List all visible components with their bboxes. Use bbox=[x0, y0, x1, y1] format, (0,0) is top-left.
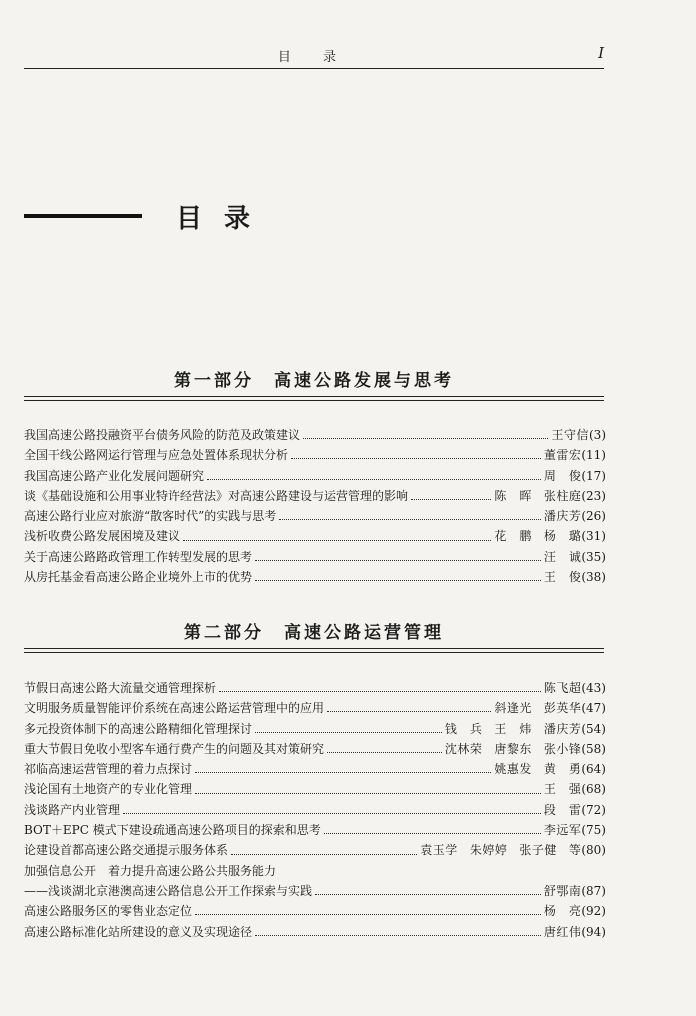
toc-entry-authors bbox=[544, 445, 582, 465]
toc-entry-authors bbox=[544, 567, 582, 587]
toc-entry-page: (68) bbox=[581, 782, 606, 797]
toc-dot-leader bbox=[411, 490, 491, 500]
toc-dot-leader bbox=[195, 905, 541, 915]
toc-author: 舒鄂南 bbox=[543, 883, 582, 898]
toc-entry bbox=[24, 739, 606, 759]
toc-entry-title: 谈《基础设施和公用事业特许经营法》对高速公路建设与运营管理的影响 bbox=[24, 488, 409, 503]
toc-entry-authors bbox=[551, 425, 589, 445]
toc-entry-page: (92) bbox=[581, 904, 606, 919]
toc-entry-title: 全国干线公路网运行管理与应急处置体系现状分析 bbox=[24, 448, 289, 463]
toc-dot-leader bbox=[195, 784, 541, 794]
toc-entry-title: 我国高速公路投融资平台债务风险的防范及政策建议 bbox=[24, 428, 301, 442]
toc-entry-authors bbox=[494, 759, 581, 779]
toc-author: 斜逢光 bbox=[494, 701, 532, 716]
part2-toc-list bbox=[24, 678, 606, 942]
toc-dot-leader bbox=[207, 470, 541, 480]
toc-entry bbox=[24, 425, 606, 445]
toc-entry-title: 高速公路服务区的零售业态定位 bbox=[24, 904, 193, 919]
toc-entry bbox=[24, 901, 606, 921]
toc-entry-title: 浅析收费公路发展困境及建议 bbox=[24, 529, 181, 544]
toc-entry-page: (3) bbox=[589, 428, 606, 442]
toc-dot-leader bbox=[195, 763, 491, 773]
toc-entry-title: 节假日高速公路大流量交通管理探析 bbox=[24, 681, 217, 695]
toc-entry bbox=[24, 779, 606, 799]
toc-entry-title: 加强信息公开 着力提升高速公路公共服务能力 bbox=[24, 863, 277, 878]
part1-heading: 第一部分 高速公路发展与思考 bbox=[174, 371, 454, 391]
toc-entry-authors bbox=[494, 526, 581, 546]
toc-entry-authors bbox=[544, 922, 582, 942]
toc-author: 董雷宏 bbox=[543, 448, 582, 463]
toc-entry-page: (58) bbox=[581, 741, 606, 756]
toc-entry bbox=[24, 820, 606, 840]
running-header-page-number: I bbox=[598, 44, 604, 62]
toc-author: 潘庆芳 bbox=[543, 509, 582, 524]
toc-entry-page: (64) bbox=[581, 762, 606, 777]
toc-entry-authors bbox=[445, 739, 582, 759]
toc-entry-title: BOT＋EPC 模式下建设疏通高速公路项目的探索和思考 bbox=[24, 823, 321, 838]
toc-entry bbox=[24, 719, 606, 739]
toc-author: 潘庆芳 bbox=[543, 721, 582, 736]
toc-author: 袁玉学 bbox=[420, 843, 458, 858]
toc-entry-page: (80) bbox=[581, 843, 606, 858]
toc-entry bbox=[24, 547, 606, 567]
toc-entry-page: (43) bbox=[581, 681, 606, 695]
toc-entry bbox=[24, 445, 606, 465]
toc-entry-page: (75) bbox=[581, 823, 606, 838]
toc-dot-leader bbox=[183, 531, 491, 541]
running-header-title: 目 录 bbox=[277, 50, 351, 65]
toc-entry-authors bbox=[494, 698, 581, 718]
toc-dot-leader bbox=[291, 449, 541, 459]
toc-author: 张子健 bbox=[519, 843, 557, 858]
toc-entry-authors bbox=[445, 719, 582, 739]
toc-dot-leader bbox=[255, 551, 541, 561]
toc-author: 王守信 bbox=[551, 428, 589, 442]
part1-heading-block bbox=[24, 366, 604, 410]
toc-author: 李远军 bbox=[543, 823, 582, 838]
toc-author: 汪 诚 bbox=[543, 549, 582, 564]
toc-author: 张小锋 bbox=[543, 741, 582, 756]
part2-rule-bottom bbox=[24, 652, 604, 653]
toc-entry-authors bbox=[544, 901, 582, 921]
toc-entry-title: 浅谈路产内业管理 bbox=[24, 802, 121, 817]
toc-entry-authors bbox=[544, 466, 582, 486]
toc-dot-leader bbox=[324, 824, 541, 834]
toc-entry-title: ——浅谈湖北京港澳高速公路信息公开工作探索与实践 bbox=[24, 883, 313, 898]
toc-entry bbox=[24, 698, 606, 718]
contents-title: 目录 bbox=[176, 204, 273, 234]
toc-entry-authors bbox=[420, 840, 581, 860]
toc-entry bbox=[24, 526, 606, 546]
toc-author: 彭英华 bbox=[543, 701, 582, 716]
toc-author: 黄 勇 bbox=[543, 762, 582, 777]
toc-entry-title: 高速公路行业应对旅游“散客时代”的实践与思考 bbox=[24, 509, 277, 524]
toc-entry-title: 论建设首都高速公路交通提示服务体系 bbox=[24, 843, 229, 858]
toc-entry-page: (17) bbox=[581, 468, 606, 483]
toc-entry-page: (35) bbox=[581, 549, 606, 564]
toc-entry-authors bbox=[544, 779, 582, 799]
toc-dot-leader bbox=[279, 510, 541, 520]
toc-author: 唐红伟 bbox=[543, 924, 582, 939]
header-rule bbox=[24, 68, 604, 69]
running-header bbox=[24, 44, 604, 68]
toc-dot-leader bbox=[219, 682, 541, 692]
toc-author: 等 bbox=[568, 843, 582, 858]
toc-author: 杨 亮 bbox=[543, 904, 582, 919]
toc-author: 沈林荣 bbox=[444, 741, 483, 756]
toc-entry-authors bbox=[544, 800, 582, 820]
toc-entry-authors bbox=[494, 486, 581, 506]
toc-entry-title: 从房托基金看高速公路企业境外上市的优势 bbox=[24, 570, 253, 585]
toc-entry-authors bbox=[544, 820, 582, 840]
toc-dot-leader bbox=[255, 926, 541, 936]
toc-entry-title: 文明服务质量智能评价系统在高速公路运营管理中的应用 bbox=[24, 701, 325, 716]
toc-entry bbox=[24, 800, 606, 820]
toc-entry bbox=[24, 506, 606, 526]
toc-author: 杨 璐 bbox=[543, 529, 582, 544]
toc-dot-leader bbox=[327, 743, 442, 753]
part1-rule-top bbox=[24, 396, 604, 397]
toc-entry-page: (26) bbox=[581, 509, 606, 524]
toc-entry-page: (23) bbox=[581, 488, 606, 503]
toc-author: 花 鹏 bbox=[494, 529, 532, 544]
toc-entry bbox=[24, 466, 606, 486]
toc-author: 陈 晖 bbox=[494, 488, 532, 503]
toc-entry-title: 浅论国有土地资产的专业化管理 bbox=[24, 782, 193, 797]
toc-entry bbox=[24, 840, 606, 860]
title-decorative-bar bbox=[24, 214, 142, 218]
toc-entry-page: (11) bbox=[581, 448, 606, 463]
toc-entry bbox=[24, 567, 606, 587]
toc-entry-page: (72) bbox=[581, 802, 606, 817]
toc-dot-leader bbox=[255, 723, 442, 733]
part2-heading-block bbox=[24, 618, 604, 662]
part2-rule-top bbox=[24, 648, 604, 649]
toc-entry bbox=[24, 922, 606, 942]
toc-entry-title: 高速公路标准化站所建设的意义及实现途径 bbox=[24, 924, 253, 939]
toc-entry-page: (94) bbox=[581, 924, 606, 939]
toc-entry-title: 重大节假日免收小型客车通行费产生的问题及其对策研究 bbox=[24, 741, 325, 756]
toc-author: 姚惠发 bbox=[494, 762, 532, 777]
toc-entry bbox=[24, 486, 606, 506]
toc-dot-leader bbox=[123, 804, 541, 814]
toc-author: 王 炜 bbox=[494, 721, 532, 736]
part2-heading: 第二部分 高速公路运营管理 bbox=[184, 623, 444, 643]
toc-entry bbox=[24, 881, 606, 901]
toc-dot-leader bbox=[315, 885, 541, 895]
toc-entry bbox=[24, 861, 606, 881]
toc-entry bbox=[24, 678, 606, 698]
toc-entry bbox=[24, 759, 606, 779]
toc-entry-authors bbox=[544, 547, 582, 567]
toc-entry-page: (47) bbox=[581, 701, 606, 716]
toc-entry-title: 关于高速公路路政管理工作转型发展的思考 bbox=[24, 549, 253, 564]
toc-entry-title: 我国高速公路产业化发展问题研究 bbox=[24, 468, 205, 483]
toc-author: 唐黎东 bbox=[494, 741, 532, 756]
toc-entry-authors bbox=[544, 678, 582, 698]
toc-dot-leader bbox=[255, 571, 541, 581]
toc-entry-authors bbox=[544, 506, 582, 526]
toc-entry-authors bbox=[544, 881, 582, 901]
toc-author: 陈飞超 bbox=[543, 681, 582, 695]
toc-dot-leader bbox=[327, 702, 491, 712]
toc-author: 钱 兵 bbox=[444, 721, 483, 736]
toc-dot-leader bbox=[231, 845, 417, 855]
contents-title-block bbox=[24, 198, 324, 238]
toc-entry-page: (38) bbox=[581, 570, 606, 585]
toc-author: 张柱庭 bbox=[543, 488, 582, 503]
toc-entry-title: 多元投资体制下的高速公路精细化管理探讨 bbox=[24, 721, 253, 736]
part1-toc-list bbox=[24, 425, 606, 587]
toc-author: 王 强 bbox=[543, 782, 582, 797]
toc-author: 周 俊 bbox=[543, 468, 582, 483]
toc-author: 段 雷 bbox=[543, 802, 582, 817]
toc-entry-page: (54) bbox=[581, 721, 606, 736]
toc-entry-title: 祁临高速运营管理的着力点探讨 bbox=[24, 762, 193, 777]
toc-author: 王 俊 bbox=[543, 570, 582, 585]
toc-entry-page: (31) bbox=[581, 529, 606, 544]
toc-author: 朱婷婷 bbox=[469, 843, 508, 858]
toc-dot-leader bbox=[303, 429, 548, 439]
toc-entry-page: (87) bbox=[581, 883, 606, 898]
part1-rule-bottom bbox=[24, 400, 604, 401]
